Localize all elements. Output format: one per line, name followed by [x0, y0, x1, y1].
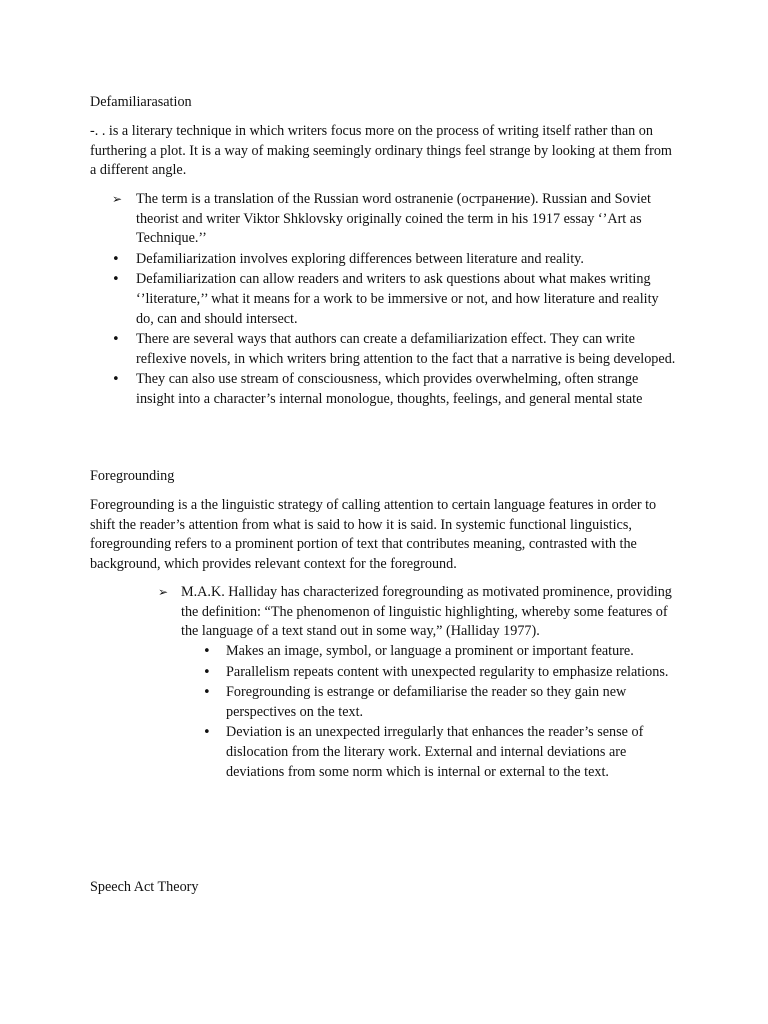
foregrounding-intro: Foregrounding is a the linguistic strategy of calling attention to certain language features in order to shift the reader’s attention from what is said to how it is said. In systemic functional linguistics, foregrounding refers to a prominent portion of text that contributes meaning, contrasted with the background, which provides relevant context for the foreground.: [90, 497, 657, 572]
bullet-icon: •: [112, 251, 120, 267]
list-item: [112, 190, 676, 249]
list-item-text: Defamiliarization can allow readers and writers to ask questions about what makes writing ‘’literature,’’ what it means for a work to be immersive or not, and how literature and reality do, can and should intersect.: [136, 271, 659, 327]
list-item: [112, 270, 676, 329]
list-item-text: The term is a translation of the Russian word ostranenie (остранение). Russian and Soviet theorist and writer Viktor Shklovsky originally coined the term in his 1917 essay ‘’Art as Technique.’’: [136, 191, 651, 247]
bullet-icon: •: [203, 685, 211, 701]
arrow-bullet-icon: ➢: [112, 192, 123, 206]
foregrounding-arrow-list: [158, 583, 676, 642]
list-item: [203, 723, 678, 782]
section-heading-defamiliarisation: Defamiliarasation: [90, 94, 192, 110]
list-item: [112, 250, 676, 270]
list-item-text: Defamiliarization involves exploring differences between literature and reality.: [136, 250, 584, 267]
list-item: [203, 663, 678, 683]
list-item: [112, 330, 676, 369]
list-item: [112, 370, 676, 409]
bullet-icon: •: [203, 664, 211, 680]
list-item-text: They can also use stream of consciousness, which provides overwhelming, often strange insight into a character’s internal monologue, thoughts, feelings, and general mental state: [136, 371, 643, 407]
defamiliarisation-list: [112, 190, 676, 411]
bullet-icon: •: [112, 372, 120, 388]
bullet-icon: •: [112, 332, 120, 348]
list-item: [158, 583, 676, 642]
foregrounding-sub-list: [203, 642, 678, 783]
list-item-text: There are several ways that authors can create a defamiliarization effect. They can write reflexive novels, in which writers bring attention to the fact that a narrative is being developed.: [136, 331, 676, 367]
list-item: [203, 642, 678, 662]
list-item-text: Makes an image, symbol, or language a prominent or important feature.: [226, 643, 634, 659]
defamiliarisation-intro: -. . is a literary technique in which writers focus more on the process of writing itself rather than on furthering a plot. It is a way of making seemingly ordinary things feel strange by looking at them from a different angle.: [90, 123, 672, 179]
list-item-text: Deviation is an unexpected irregularly that enhances the reader’s sense of dislocation from the literary work. External and internal deviations are deviations from some norm which is internal or external to the text.: [226, 724, 644, 780]
section-heading-foregrounding: Foregrounding: [90, 468, 175, 484]
list-item-text: M.A.K. Halliday has characterized foregrounding as motivated prominence, providing the definition: “The phenomenon of linguistic highlighting, whereby some features of the language of a text stand out in some way,” (Halliday 1977).: [181, 584, 672, 640]
bullet-icon: •: [112, 272, 120, 288]
arrow-bullet-icon: ➢: [158, 585, 169, 599]
section-heading-speech-act-theory: Speech Act Theory: [90, 879, 199, 895]
bullet-icon: •: [203, 725, 211, 741]
list-item-text: Foregrounding is estrange or defamiliarise the reader so they gain new perspectives on the text.: [226, 684, 627, 720]
list-item: [203, 683, 678, 722]
list-item-text: Parallelism repeats content with unexpected regularity to emphasize relations.: [226, 663, 669, 680]
bullet-icon: •: [203, 644, 211, 659]
